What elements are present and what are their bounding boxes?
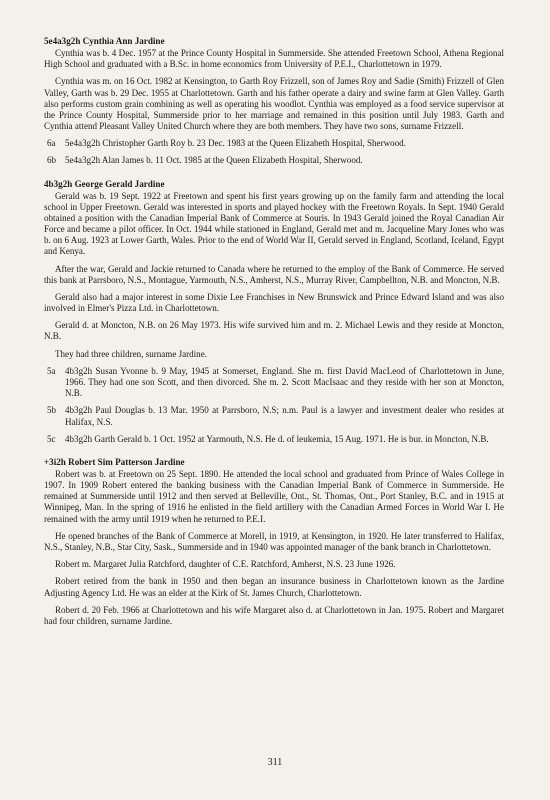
entry-paragraph: Gerald d. at Moncton, N.B. on 26 May 1973. His wife survived him and m. 2. Michael Lewis and they reside at Moncton, N.B. <box>44 320 504 342</box>
child-entry <box>44 405 504 427</box>
entry-paragraph: They had three children, surname Jardine. <box>55 348 207 359</box>
entry-heading: 4b3g2h George Gerald Jardine <box>44 178 165 189</box>
entry-paragraph: After the war, Gerald and Jackie returned to Canada where he returned to the employ of the Bank of Commerce. He served this bank at Parrsboro, N.S., Montague, Yarmouth, N.S., Amherst, N.S., Murray River, Campbellton, N.B. and Moncton, N.B. <box>44 263 504 285</box>
entry-paragraph: Gerald was b. 19 Sept. 1922 at Freetown and spent his first years growing up on the family farm and attending the local school in Upper Freetown. Gerald was interested in sports and played hockey with the Freetown Royals. In Sept. 1940 Gerald obtained a position with the Canadian Imperial Bank of Commerce at Souris. In 1943 Gerald joined the Royal Canadian Air Force and became a pilot officer. In Oct. 1944 while stationed in England, Gerald met and m. Jacqueline Mary Jones who was b. on 6 Aug. 1923 at Lower Garth, Wales. Prior to the end of World War II, Gerald served in England, Scotland, Iceland, Egypt and Kenya. <box>44 190 504 257</box>
entry-paragraph: Robert retired from the bank in 1950 and then began an insurance business in Charlottetown known as the Jardine Adjusting Agency Ltd. He was an elder at the Kirk of St. James Church, Charlottetown. <box>44 576 504 598</box>
child-number: 5b <box>47 405 57 416</box>
child-number: 5c <box>47 433 56 444</box>
child-number: 6a <box>47 138 56 149</box>
entry-robert-sim-patterson-jardine <box>44 457 504 627</box>
entry-paragraph: Robert d. 20 Feb. 1966 at Charlottetown and his wife Margaret also d. at Charlottetown in Jan. 1975. Robert and Margaret had four children, surname Jardine. <box>44 604 504 626</box>
entry-paragraph: Cynthia was m. on 16 Oct. 1982 at Kensington, to Garth Roy Frizzell, son of James Roy and Sadie (Smith) Frizzell of Glen Valley, Garth was b. 29 Dec. 1955 at Charlottetown. Garth and his father operate a dairy and swine farm at Glen Valley. Garth also performs custom grain combining as well as operating his woodlot. Cynthia was employed as a food service supervisor at the Prince County Hospital, Summerside prior to her marriage and remained in this position until July 1983. Garth and Cynthia attend Pleasant Valley United Church where they are both members. They have two sons, surname Frizzell. <box>44 76 504 131</box>
child-text: 5e4a3g2h Christopher Garth Roy b. 23 Dec. 1983 at the Queen Elizabeth Hospital, Sherwood. <box>65 138 406 149</box>
entry-paragraph: He opened branches of the Bank of Commerce at Morell, in 1919, at Kensington, in 1920. He later transferred to Halifax, N.S., Stanley, N.B., Star City, Sask., Summerside and in 1940 was appointed manager of the bank branch in Charlottetown. <box>44 530 504 552</box>
entry-george-gerald-jardine <box>44 179 504 445</box>
child-entry <box>44 155 504 166</box>
child-text: 4b3g2h Susan Yvonne b. 9 May, 1945 at Somerset, England. She m. first David MacLeod of Charlottetown in June, 1966. They had one son Scott, and then divorced. She m. 2. Scott MacIsaac and they reside with her son at Moncton, N.B. <box>65 365 504 399</box>
child-entry <box>44 434 504 445</box>
entry-paragraph: Gerald also had a major interest in some Dixie Lee Franchises in New Brunswick and Prince Edward Island and was also involved in Elmer's Pizza Ltd. in Charlottetown. <box>44 291 504 313</box>
entry-paragraph: Cynthia was b. 4 Dec. 1957 at the Prince County Hospital in Summerside. She attended Freetown School, Athena Regional High School and graduated with a B.Sc. in home economics from University of P.E.I., Charlottetown in 1979. <box>44 48 504 70</box>
child-text: 4b3g2h Garth Gerald b. 1 Oct. 1952 at Yarmouth, N.S. He d. of leukemia, 15 Aug. 1971. He is bur. in Moncton, N.B. <box>65 433 489 444</box>
entry-heading: +3i2h Robert Sim Patterson Jardine <box>44 457 185 468</box>
child-text: 5e4a3g2h Alan James b. 11 Oct. 1985 at the Queen Elizabeth Hospital, Sherwood. <box>65 155 363 166</box>
entry-heading: 5e4a3g2h Cynthia Ann Jardine <box>44 36 165 46</box>
entry-cynthia-ann-jardine <box>44 36 504 167</box>
child-entry <box>44 138 504 149</box>
page-number: 311 <box>267 757 283 768</box>
child-entry <box>44 366 504 399</box>
entry-paragraph: Robert m. Margaret Julia Ratchford, daughter of C.E. Ratchford, Amherst, N.S. 23 June 1926. <box>55 559 396 570</box>
child-text: 4b3g2h Paul Douglas b. 13 Mar. 1950 at Parrsboro, N.S; n.m. Paul is a lawyer and investment dealer who resides at Halifax, N.S. <box>65 405 504 427</box>
child-number: 6b <box>47 155 57 166</box>
child-number: 5a <box>47 365 56 376</box>
entry-paragraph: Robert was b. at Freetown on 25 Sept. 1890. He attended the local school and graduated from Prince of Wales College in 1907. In 1909 Robert entered the banking business with the Canadian Imperial Bank of Commerce in Summerside. He remained at Summerside until 1912 and then served at Belleville, Ont., St. Thomas, Ont., Port Stanley, B.C. and in 1915 at Winnipeg, Man. In the spring of 1916 he enlisted in the field artillery with the Canadian Armed Forces in World War I. He remained with the army until 1919 when he returned to P.E.I. <box>44 469 504 524</box>
